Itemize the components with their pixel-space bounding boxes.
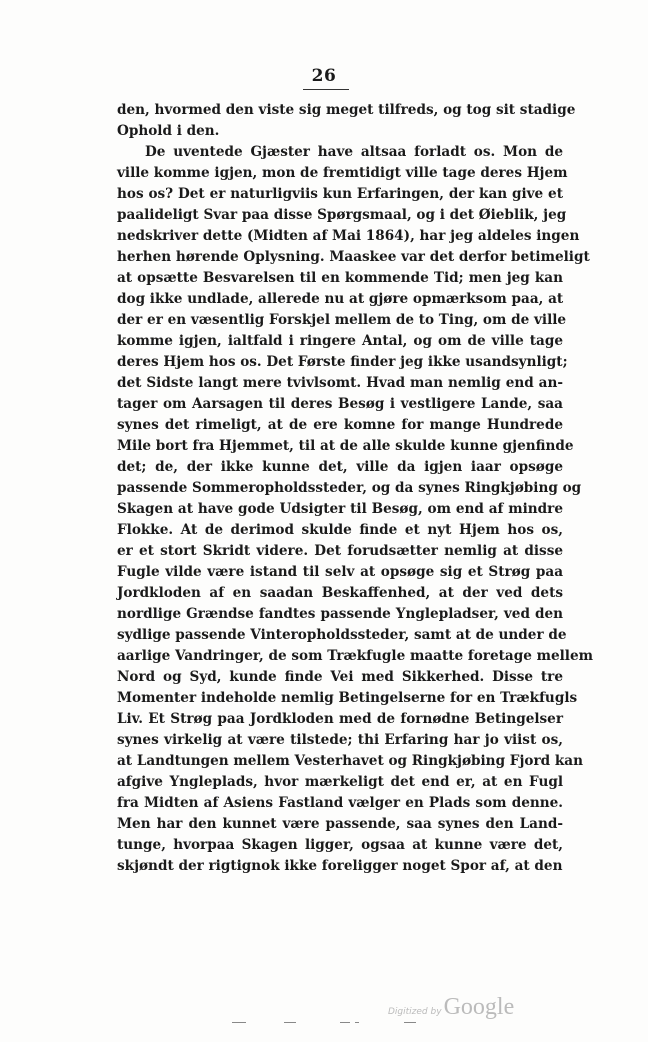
footer-dash [232, 1022, 246, 1023]
page-number: 26 [311, 66, 337, 86]
paragraph [117, 100, 576, 142]
text-line: synes virkelig at være tilstede; thi Erfaring har jo viist os, [117, 732, 563, 748]
text-line: at opsætte Besvarelsen til en kommende Tid; men jeg kan [117, 270, 563, 286]
text-line: skjøndt der rigtignok ikke foreligger noget Spor af, at den [117, 858, 563, 874]
text-line: det Sidste langt mere tvivlsomt. Hvad man nemlig end an- [117, 375, 563, 391]
text-line: hos os? Det er naturligviis kun Erfaringen, der kan give et [117, 186, 563, 202]
text-line: tunge, hvorpaa Skagen ligger, ogsaa at kunne være det, [117, 837, 563, 853]
text-line: sydlige passende Vinteropholdssteder, samt at de under de [117, 627, 567, 643]
text-line: komme igjen, ialtfald i ringere Antal, og om de ville tage [117, 333, 563, 349]
text-line: Flokke. At de derimod skulde finde et nyt Hjem hos os, [117, 522, 563, 538]
text-line: deres Hjem hos os. Det Første finder jeg ikke usandsynligt; [117, 354, 568, 370]
text-line: nedskriver dette (Midten af Mai 1864), har jeg aldeles ingen [117, 228, 580, 244]
text-line: paalideligt Svar paa disse Spørgsmaal, og i det Øieblik, jeg [117, 207, 567, 223]
footer-dash [355, 1022, 359, 1023]
paragraph [117, 142, 593, 877]
footer-dash [404, 1022, 416, 1023]
text-line: herhen hørende Oplysning. Maaskee var det derfor betimeligt [117, 249, 590, 265]
text-line: Fugle vilde være istand til selv at opsøge sig et Strøg paa [117, 564, 563, 580]
text-line: passende Sommeropholdssteder, og da synes Ringkjøbing og [117, 480, 582, 496]
page-number-rule [303, 89, 349, 90]
text-line: Men har den kunnet være passende, saa synes den Land- [117, 816, 563, 832]
watermark-brand-logo: Google [443, 994, 515, 1020]
text-line: De uventede Gjæster have altsaa forladt os. Mon de [145, 144, 563, 160]
footer-dash [340, 1022, 350, 1023]
watermark-prefix: Digitized by [388, 1007, 442, 1017]
text-line: Nord og Syd, kunde finde Vei med Sikkerhed. Disse tre [117, 669, 563, 685]
footer-dash [284, 1022, 296, 1023]
text-line: afgive Yngleplads, hvor mærkeligt det end er, at en Fugl [117, 774, 563, 790]
text-line: der er en væsentlig Forskjel mellem de to Ting, om de ville [117, 312, 567, 328]
text-line: at Landtungen mellem Vesterhavet og Ringkjøbing Fjord kan [117, 753, 583, 769]
text-line: den, hvormed den viste sig meget tilfreds, og tog sit stadige [117, 102, 576, 118]
text-line: Momenter indeholde nemlig Betingelserne for en Trækfugls [117, 690, 578, 706]
body-text [117, 100, 593, 877]
text-line: synes det rimeligt, at de ere komne for mange Hundrede [117, 417, 563, 433]
text-line: fra Midten af Asiens Fastland vælger en Plads som denne. [117, 795, 563, 811]
text-line: Mile bort fra Hjemmet, til at de alle skulde kunne gjenfinde [117, 438, 574, 454]
text-line: nordlige Grændse fandtes passende Ynglepladser, ved den [117, 606, 563, 622]
text-line: Liv. Et Strøg paa Jordkloden med de fornødne Betingelser [117, 711, 563, 727]
text-line: dog ikke undlade, allerede nu at gjøre opmærksom paa, at [117, 291, 564, 307]
text-line: aarlige Vandringer, de som Trækfugle maatte foretage mellem [117, 648, 593, 664]
text-line: Skagen at have gode Udsigter til Besøg, om end af mindre [117, 501, 563, 517]
text-line: tager om Aarsagen til deres Besøg i vestligere Lande, saa [117, 396, 563, 412]
text-line: det; de, der ikke kunne det, ville da igjen iaar opsøge [117, 459, 563, 475]
text-line: ville komme igjen, mon de fremtidigt ville tage deres Hjem [117, 165, 568, 181]
text-line: Jordkloden af en saadan Beskaffenhed, at der ved dets [117, 585, 563, 601]
text-line: er et stort Skridt videre. Det forudsætter nemlig at disse [117, 543, 563, 559]
watermark [388, 994, 514, 1021]
text-line: Ophold i den. [117, 123, 220, 139]
